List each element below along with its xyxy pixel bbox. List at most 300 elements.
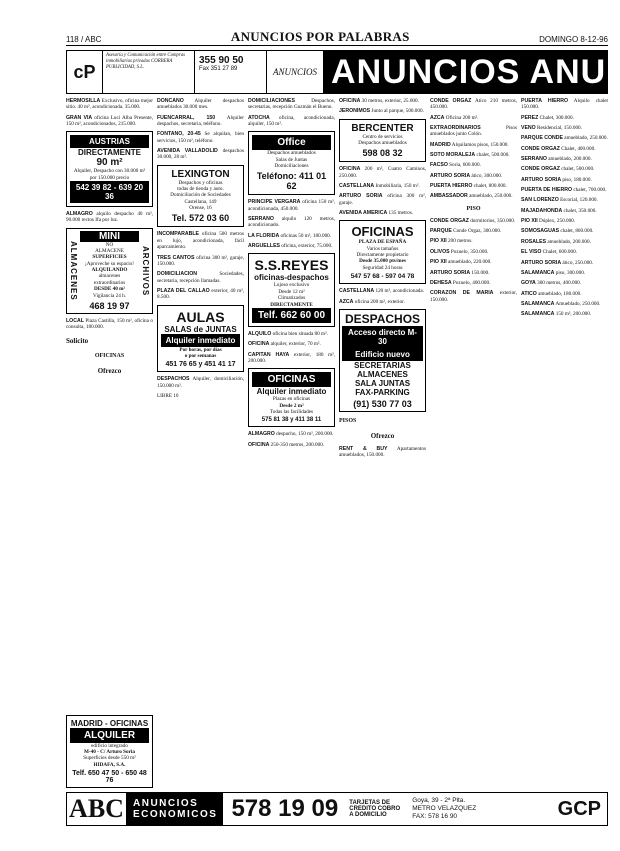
classified-ad <box>521 135 608 141</box>
classified-ad <box>521 125 608 131</box>
classified-ad <box>430 270 517 276</box>
classified-ad <box>66 318 153 331</box>
ad-body: Alquiler, domiciliación, 150.000 m². <box>157 376 244 389</box>
aulas-box <box>157 305 244 373</box>
ad-body: 135 metros. <box>388 210 414 217</box>
ad-body: 30 metros, exterior, 25.000. <box>361 98 419 104</box>
ad-body: oficina 500 metros en lujo, acondicionada, fácil aparcamiento. <box>157 231 244 251</box>
classified-ad <box>521 166 608 172</box>
ad-body: chalet, 700.000. <box>573 187 607 194</box>
classified-ad <box>430 173 517 179</box>
ad-body: despacho, 150 m², 200.000. <box>276 431 334 438</box>
classified-ad <box>521 187 608 193</box>
austrias-title: AUSTRIAS <box>70 135 149 148</box>
bercenter-box <box>339 119 426 163</box>
ad-heading: PIO XII <box>521 218 538 225</box>
aulas-line: o por semanas <box>184 352 217 359</box>
madrid-line: M-40 - C/ Arturo Soria <box>84 748 135 755</box>
ad-body: chalet, 500.000. <box>561 166 595 173</box>
austrias-price: 90 m² <box>96 157 123 169</box>
classified-ad <box>430 183 517 189</box>
classified-ad <box>339 183 426 189</box>
ad-body: chalet, 800.000. <box>473 183 507 190</box>
austrias-box <box>66 131 153 207</box>
classified-ad <box>521 208 608 214</box>
despachos-box <box>339 309 426 412</box>
classified-ad <box>521 228 608 234</box>
ad-heading: PARQUE <box>430 228 452 235</box>
ad-heading: CORAZON DE MARIA <box>430 290 494 297</box>
ad-heading: CONDE ORGAZ <box>521 145 560 152</box>
despachos-line: Acceso directo M-30 <box>342 326 423 348</box>
classified-ad <box>66 115 153 128</box>
ad-body: 300 metros, 400.000. <box>537 280 582 287</box>
lex-line: Castellana, 149 <box>184 198 217 205</box>
ssreyes-box <box>248 253 335 326</box>
column-2 <box>157 98 244 788</box>
classified-ad <box>521 115 608 121</box>
ad-body: Alquiler despachos, secretaria, teléfono. <box>157 114 244 128</box>
classified-ad <box>521 291 608 297</box>
ad-heading: CASTELLANA <box>339 288 375 295</box>
madrid-line: Superficies desde 550 m² <box>83 755 136 762</box>
classified-ad <box>339 98 426 104</box>
classified-ad <box>248 352 335 365</box>
aulas-title: AULAS <box>176 308 225 325</box>
ad-body: Dúplex, 250.000. <box>539 218 576 225</box>
ad-heading: GRAN VIA <box>66 114 93 121</box>
classified-ad <box>430 142 517 148</box>
classified-ad <box>157 376 244 389</box>
ssreyes-line: Climatizados <box>277 295 306 302</box>
despachos-line: Edificio nuevo <box>342 348 423 361</box>
bercenter-phone: 598 08 32 <box>362 148 403 159</box>
ad-heading: ROSALES <box>521 238 547 245</box>
classified-ad <box>430 238 517 244</box>
ad-body: oficina, acondicionada, alquiler, 150 m². <box>248 114 335 128</box>
ad-body: oficina 200 m², exterior. <box>354 298 405 305</box>
classified-ad <box>157 231 244 250</box>
classified-ad <box>521 218 608 224</box>
oficinas-pe-line: Desde 35.000 pts/mes <box>359 258 406 265</box>
oficinas-line: Todas las facilidades <box>269 408 314 415</box>
office-phone: Teléfono: 411 01 62 <box>256 171 327 192</box>
ad-heading: DESPACHOS <box>157 376 190 383</box>
ad-body: oficina 300 m², garaje, 150.000. <box>157 254 244 267</box>
ad-heading: CONDE ORGAZ <box>521 166 560 173</box>
austrias-sub: DIRECTAMENTE <box>78 148 141 158</box>
aulas-phone: 451 76 65 y 451 41 17 <box>165 361 236 369</box>
classified-ad <box>430 249 517 255</box>
ad-body: piso, 300.000. <box>555 269 586 276</box>
ad-heading: SOTO MORALEJA <box>430 152 476 159</box>
ad-heading: INCOMPARABLE <box>157 231 199 238</box>
aulas-line: Alquiler inmediato <box>161 334 240 347</box>
classified-ad <box>521 301 608 307</box>
subsection-ofrezco: Ofrezco <box>97 366 122 375</box>
classified-ad <box>521 311 608 317</box>
minialmacenes-box <box>66 228 153 314</box>
ad-body: 200 metros. <box>448 238 473 245</box>
page-number: 118 / ABC <box>66 35 102 45</box>
ad-body: 120 m², acondicionada. <box>375 288 424 295</box>
classified-ad <box>248 199 335 212</box>
ad-heading: SERRANO <box>248 216 274 223</box>
ad-heading: EL VISO <box>521 249 542 256</box>
cp-logo: cP <box>67 51 103 93</box>
mini-line: NO <box>105 241 114 248</box>
despachos-line: SECRETARIAS <box>354 360 411 370</box>
classified-ad <box>248 243 335 249</box>
ad-heading: SOMOSAGUAS <box>521 228 560 235</box>
ad-body: piso, 180.000. <box>562 176 592 183</box>
ad-heading: FACSO <box>430 162 448 169</box>
ad-body: Escorial, 120.000. <box>560 197 598 204</box>
ad-body: amueblado, 220.000. <box>448 259 492 266</box>
oficinas-line: Desde 2 m² <box>279 402 304 409</box>
ad-body: oficina Luci Alba Presente, 150 m², acondicionados, 215.000. <box>66 114 153 128</box>
ad-heading: ATOCHA <box>248 114 270 121</box>
ad-body: Plaza Castilla, 150 m², oficina o consulta, 180.000. <box>66 317 153 331</box>
ad-heading: ARGUELLES <box>248 243 280 250</box>
mini-line: SUPERFICIES <box>92 254 127 261</box>
ad-body: Inmobiliaria, 150 m². <box>375 183 420 190</box>
bercenter-line: Despachos amueblados <box>358 140 407 147</box>
column-5 <box>430 98 517 788</box>
lexington-box <box>157 165 244 228</box>
office-title: Office <box>252 135 331 150</box>
ad-body: Despachos, secretarias, recepción Guzmán el Bueno. <box>248 98 335 111</box>
oficinas-title: OFICINAS <box>252 372 331 387</box>
despachos-line: FAX-PARKING <box>355 387 410 397</box>
classified-ad <box>430 218 517 224</box>
ad-body: Residencial, 150.000. <box>537 125 582 132</box>
ssreyes-line: Lujoso exclusivo <box>273 282 310 289</box>
classified-ad <box>339 210 426 216</box>
ad-body: oficinas 50 m², 180.000. <box>280 232 332 239</box>
classified-ad <box>248 431 335 437</box>
lexington-title: LEXINGTON <box>171 168 230 180</box>
classified-ad <box>157 271 244 284</box>
ad-body: Oficina 200 m². <box>445 114 479 121</box>
classified-ad <box>248 115 335 128</box>
ad-body: amueblado, 200.000. <box>547 238 591 245</box>
classified-ad <box>157 115 244 128</box>
oficinas-pe-line: Seguridad 24 horas <box>362 264 403 271</box>
ad-heading: ATICO <box>521 290 537 297</box>
ad-body: ático, 250.000. <box>562 259 594 266</box>
footer-tarjetas: TARJETAS DE CREDITO COBRO A DOMICILIO <box>349 800 401 818</box>
ad-heading: ARTURO SORIA <box>521 176 562 183</box>
subsection-pisos: PISOS <box>339 417 357 424</box>
ad-heading: AVENIDA VALLADOLID <box>157 148 218 155</box>
mini-line: extraordinarios <box>93 279 126 286</box>
classified-ad <box>157 255 244 268</box>
ad-heading: OFICINA <box>339 98 361 104</box>
classified-ad <box>430 259 517 265</box>
classified-ad <box>66 211 153 224</box>
despachos-line: ALMACENES <box>357 369 408 379</box>
lex-line: Orense, 16 <box>189 205 212 212</box>
ad-heading: MADRID <box>430 141 451 148</box>
ad-body: oficina 150 m², acondicionada, 450.000. <box>248 199 335 212</box>
classified-ad <box>430 280 517 286</box>
ad-heading: EXTRAORDINARIOS <box>430 125 481 132</box>
ad-heading: DOMICILIACIONES <box>248 98 295 104</box>
ad-heading: OFICINA <box>248 441 270 448</box>
classified-ad <box>430 115 517 121</box>
lex-line: todas de tienda y auto. <box>177 186 224 193</box>
ad-body: Amueblado, 250.000. <box>555 300 601 307</box>
austrias-phone: 542 39 82 - 639 20 36 <box>70 181 149 203</box>
ad-heading: RENT & BUY <box>339 445 388 452</box>
gcp-logo: GCP <box>557 797 601 820</box>
lexington-phone: Tel. 572 03 60 <box>171 213 230 224</box>
classified-ad <box>66 98 153 111</box>
ad-body: alquilo despacho 40 m², 90.000 rectos Ifa por luz. <box>66 211 153 224</box>
oficinas-pe-line: Directamente propietario <box>356 252 409 259</box>
classified-ad <box>339 108 426 114</box>
classified-ad <box>521 146 608 152</box>
ad-heading: DEHESA <box>430 279 452 286</box>
madrid-phone: Telf. 650 47 50 - 650 48 76 <box>72 770 147 784</box>
banner-big-text: ANUNCIOS ANU <box>323 51 607 93</box>
ad-heading: CAPITAN HAYA <box>248 351 290 358</box>
ad-heading: PUERTA HIERRO <box>521 98 569 104</box>
advert-banner <box>66 50 608 94</box>
subsection-ofrezco: Ofrezco <box>370 431 395 440</box>
footer-address <box>408 797 551 821</box>
ad-heading: GOYA <box>521 280 536 287</box>
banner-tagline: Asesoría y Comunicación entre Compras inmobiliarias privadas CORBERA PUBLICIDAD, S.L. <box>103 51 195 93</box>
ad-heading: ARTURO SORIA <box>430 172 471 179</box>
lex-line: Despachos y oficinas <box>178 179 223 186</box>
ssreyes-line: DIRECTAMENTE <box>270 301 313 308</box>
ssreyes-line: Desde 12 m² <box>278 288 305 295</box>
classified-ad <box>521 197 608 203</box>
subsection-oficinas: OFICINAS <box>94 352 125 359</box>
banner-fax: Fax 351 27 89 <box>199 66 238 72</box>
page-date: DOMINGO 8-12-96 <box>539 35 608 45</box>
classified-ad <box>339 299 426 305</box>
classified-ad: LIBRE 10 <box>157 392 179 399</box>
ae-line2: ECONOMICOS <box>133 809 218 820</box>
ad-heading: SERRANO <box>521 156 547 163</box>
oficinas-pe-line: PLAZA DE ESPAÑA <box>358 239 407 246</box>
ad-heading: SALAMANCA <box>521 311 555 318</box>
classifieds-columns <box>66 98 608 788</box>
ad-heading: PLAZA DEL CALLAO <box>157 287 210 294</box>
oficinas-pe-phone: 547 57 68 - 597 04 78 <box>350 273 415 281</box>
classified-ad <box>339 193 426 206</box>
ad-heading: SAN LORENZO <box>521 197 559 204</box>
footer-phone: 578 19 09 <box>231 795 339 822</box>
minialmacenes-side-right: ARCHIVOS <box>141 245 150 296</box>
ad-body: Conde Orgaz, 300.000. <box>453 228 502 235</box>
classified-ad <box>157 98 244 111</box>
ad-heading: PUERTA DE HIERRO <box>521 187 573 194</box>
ad-heading: FUENCARRAL, 150 <box>157 114 216 121</box>
ad-heading: CONDE ORGAZ <box>430 217 469 224</box>
classified-ad <box>339 446 426 459</box>
subsection-piso: PISO <box>466 205 481 212</box>
ad-heading: JERONIMOS <box>339 108 371 115</box>
ad-heading: LOCAL <box>66 317 84 324</box>
column-3 <box>248 98 335 788</box>
ad-body: despachos 30.000, 28 m². <box>157 148 244 161</box>
oficinas-line: Plazas en oficinas <box>272 396 311 403</box>
classified-ad <box>521 249 608 255</box>
ad-body: Chalet, 600.000. <box>542 249 577 256</box>
mini-line: almacenes <box>98 273 121 280</box>
aulas-subtitle: SALAS de JUNTAS <box>164 324 237 334</box>
banner-phone-number: 355 90 50 <box>199 55 244 66</box>
ad-body: exterior, 150.000. <box>430 290 517 303</box>
ad-body: 150.000. <box>471 269 490 276</box>
mini-line: ¡Aproveche su espacio! <box>85 260 134 267</box>
despachos-title: DESPACHOS <box>344 311 421 326</box>
classified-ad <box>248 331 335 337</box>
despachos-phone: (91) 530 77 03 <box>353 398 412 409</box>
classified-ad <box>248 216 335 229</box>
ad-body: Ático 210 metros, 450.000. <box>430 98 517 111</box>
classified-ad <box>157 131 244 144</box>
ad-heading: OFICINA <box>248 341 270 348</box>
ad-body: Alquilo chalet 150.000. <box>521 98 608 111</box>
ad-body: amueblado, 250.000. <box>564 135 608 142</box>
ad-body: oficina 300 m², garaje. <box>339 193 426 206</box>
classified-ad <box>521 239 608 245</box>
ad-body: 150 m², 200.000. <box>555 311 592 318</box>
ad-body: dormitorios, 350.000. <box>470 217 516 224</box>
oficinas-pe-line: Varios tamaños <box>366 245 399 252</box>
ad-body: amueblado, 180.000. <box>538 290 582 297</box>
ad-heading: PIO XII <box>430 259 447 266</box>
ad-heading: CASTELLANA <box>339 183 375 190</box>
ad-heading: DONCANO <box>157 98 184 104</box>
ad-heading: SALAMANCA <box>521 269 555 276</box>
classified-ad <box>521 270 608 276</box>
ad-body: Chalet, 400.000. <box>561 145 596 152</box>
classified-ad <box>339 166 426 179</box>
addr-fax: FAX: 578 16 90 <box>412 812 458 820</box>
ad-heading: AZCA <box>339 298 354 305</box>
aulas-line: Por horas, por días <box>179 346 222 353</box>
ad-heading: MAJADAHONDA <box>521 207 563 214</box>
minialmacenes-side-left: ALMACENES <box>69 240 78 301</box>
ad-body: 250-350 metros, 200.000. <box>270 441 325 448</box>
ad-body: 200 m², Cuatro Caminos, 250.000. <box>339 166 426 179</box>
classified-ad <box>157 148 244 161</box>
ad-heading: PRINCIPE VERGARA <box>248 199 301 206</box>
ad-body: exterior, 180 m², 200.000. <box>248 351 335 364</box>
ad-heading: SALAMANCA <box>521 300 555 307</box>
ad-body: Alquiler despachos amueblados 30.000 mes. <box>157 98 244 111</box>
ad-body: chalet, 800.000. <box>560 228 594 235</box>
ad-body: amueblado, 200.000. <box>548 156 592 163</box>
mini-line: DESDE 40 m² <box>94 286 125 293</box>
ad-heading: ARTURO SORIA <box>430 269 471 276</box>
madrid-oficinas-box <box>66 715 153 788</box>
classified-ad <box>248 233 335 239</box>
bercenter-line: Centro de servicios <box>362 133 403 140</box>
ad-heading: ALQUILO <box>248 330 272 337</box>
classified-ad <box>430 125 517 138</box>
ae-line1: ANUNCIOS <box>133 798 199 809</box>
classified-ad <box>521 177 608 183</box>
ad-body: Soria, 600.000. <box>449 162 481 169</box>
office-line: Salas de Juntas <box>275 156 308 163</box>
madrid-line: edificio integrado <box>91 742 128 749</box>
ad-body: alquilo 120 metros, acondicionado. <box>248 216 335 229</box>
ad-heading: PEREZ <box>521 114 539 121</box>
anuncios-economicos <box>127 793 223 825</box>
column-4 <box>339 98 426 788</box>
oficinas-phone: 575 81 38 y 411 38 11 <box>261 417 322 424</box>
classified-ad <box>430 228 517 234</box>
bercenter-title: BERCENTER <box>351 122 414 134</box>
classified-ad <box>430 162 517 168</box>
classified-ad <box>521 280 608 286</box>
ad-heading: AZCA <box>430 114 445 121</box>
ad-body: ático, 300.000. <box>471 172 503 179</box>
addr-line1: Goya, 39 - 2ª Plta. <box>412 797 466 805</box>
ad-heading: AVENIDA AMERICA <box>339 210 388 217</box>
banner-small-text: ANUNCIOS <box>273 67 318 77</box>
classified-ad <box>248 442 335 448</box>
classified-ad <box>248 341 335 347</box>
ad-heading: DOMICILIACION <box>157 271 198 278</box>
ad-heading: CONDE ORGAZ <box>430 98 472 104</box>
ssreyes-phone: Telf. 662 60 00 <box>252 308 331 323</box>
minialmacenes-title: MINI <box>80 231 139 242</box>
ad-heading: HERMOSILLA <box>66 98 101 104</box>
classified-ad <box>157 288 244 301</box>
ad-body: Pozuelo, 400.000. <box>452 279 491 286</box>
ad-body: alquiler, exterior, 70 m². <box>270 341 321 348</box>
mini-line: ALQUILANDO <box>91 267 128 274</box>
ad-body: chalet, 500.000. <box>476 152 510 159</box>
column-6 <box>521 98 608 788</box>
classified-ad <box>521 156 608 162</box>
column-1 <box>66 98 153 788</box>
ad-heading: AMBASSADOR <box>430 193 468 200</box>
ad-body: Apartamentos amueblados, 150.000. <box>339 445 426 459</box>
ad-body: Pisos amueblados junto Colón. <box>430 125 517 138</box>
ad-body: Exclusivo, oficina mejor sitio. 40 m², acondicionada. 35.000. <box>66 98 153 111</box>
office-line: Domiciliaciones <box>274 163 309 170</box>
ad-body: oficina bien situada 80 m². <box>272 330 328 337</box>
classified-ad <box>521 98 608 111</box>
madrid-title: MADRID - OFICINAS <box>70 718 149 728</box>
page-header <box>66 30 608 46</box>
austrias-text: Alquiler, Despacho con 30.000 m² por 150.000 precio <box>73 168 146 181</box>
office-box <box>248 131 335 195</box>
oficinas-pe-title: OFICINAS <box>351 224 414 240</box>
ad-body: Chalet, 300.000. <box>539 114 574 121</box>
classified-ad <box>430 290 517 303</box>
classified-ad <box>430 152 517 158</box>
ad-heading: PUERTA HIERRO <box>430 183 473 190</box>
subsection-solicito: Solicito <box>66 336 89 345</box>
ad-heading: LA FLORIDA <box>248 232 280 239</box>
ad-heading: VENO <box>521 125 536 132</box>
classified-ad <box>430 98 517 111</box>
ad-heading: OLIVOS <box>430 248 450 255</box>
ad-heading: ARTURO SORIA <box>521 259 562 266</box>
ad-heading: PIO XII <box>430 238 447 245</box>
office-line: Despachos amueblados <box>267 150 316 157</box>
